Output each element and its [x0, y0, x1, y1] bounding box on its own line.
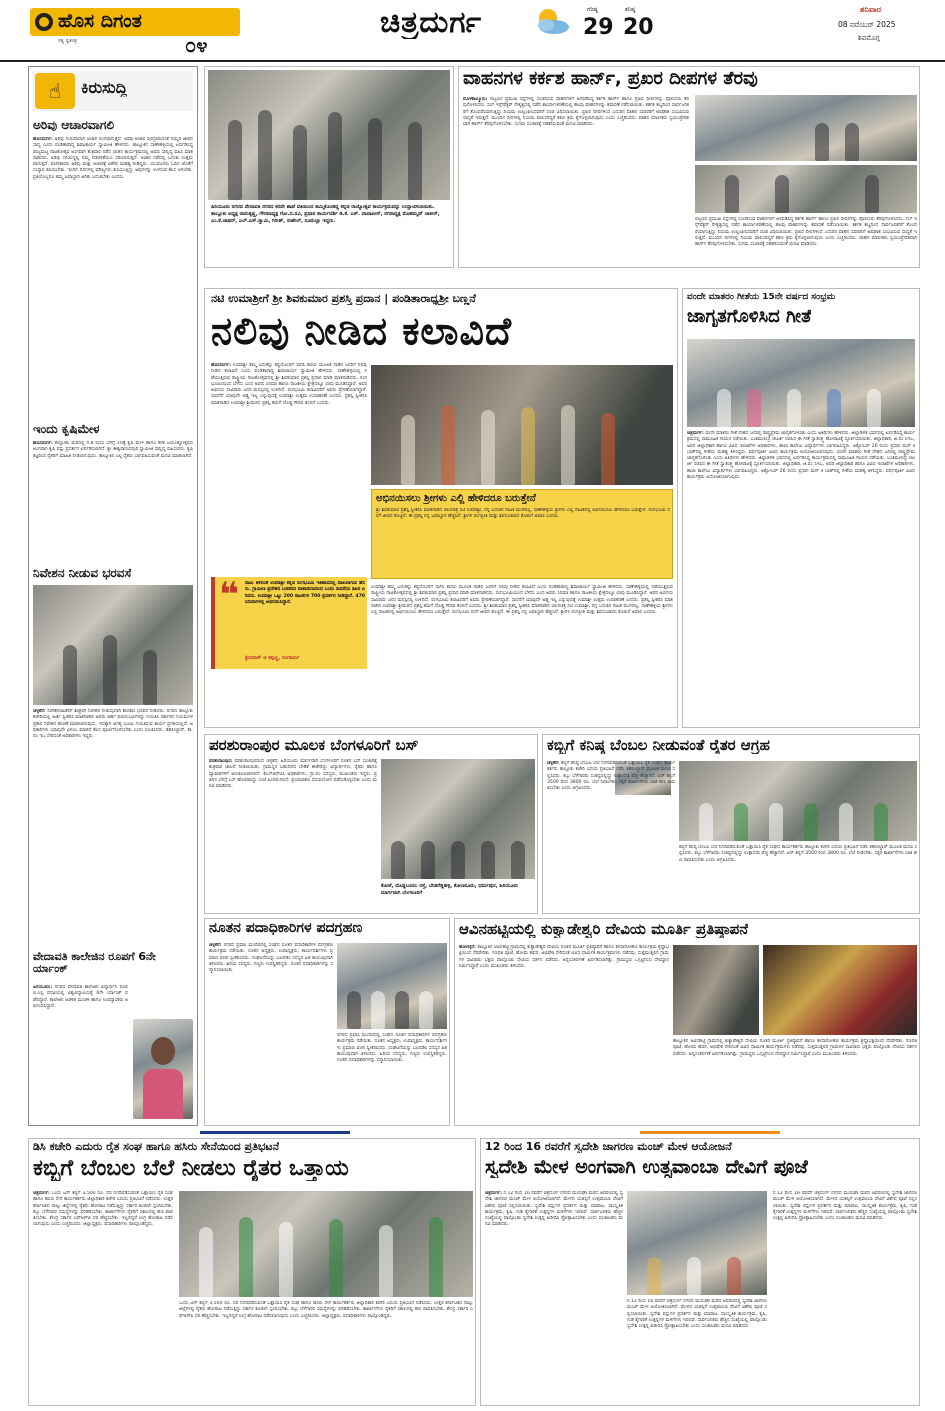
horn-body: ಮೊಳಕಾಲ್ಮೂರು: ಪಟ್ಟಣದ ಪ್ರಮುಖ ರಸ್ತೆಗಳಲ್ಲಿ ಸಂಚರಿಸುವ ವಾಹನಗಳಿಗೆ ಅಳವಡಿಸಿದ್ದ ಕರ್ಕಶ ಹಾರ್ನ್ ಹಾಗೂ ಪ್ರಖರ ದೀಪಗಳನ್ನು ಪೊಲೀಸರು ತೆರವುಗೊಳಿಸಿದರು. ಸಬ್ ಇನ್ಸ್‌ಪೆಕ್ಟರ್ ನೇತೃತ್ವದಲ್ಲಿ ನಡೆದ ಕಾರ್ಯಾಚರಣೆಯಲ್ಲಿ ಹಲವು ವಾಹನಗಳನ್ನು ತಪಾಸಣೆ ನಡೆಸಲಾಯಿತು. ಕರ್ಕಶ ಶಬ್ದದಿಂದ ಸಾರ್ವಜನಿಕರಿಗೆ ತೊಂದರೆಯಾಗುತ್ತಿದ್ದು ನಿಯಮ ಉಲ್ಲಂಘಿಸಿದವರಿಗೆ ದಂಡ ವಿಧಿಸಲಾಯಿತು. ಪ್ರಖರ ದೀಪಗಳಿಂದ ಎದುರಿನ ವಾಹನ ಸವಾರರಿಗೆ ಅಪಘಾತ ಸಂಭವಿಸುವ ಸಾಧ್ಯತೆ ಇರುತ್ತದೆ. ಮುಂದಿನ ದಿನಗಳಲ್ಲಿ ನಿಯಮ ಪಾಲಿಸದಿದ್ದರೆ ಕಠಿಣ ಕ್ರಮ ಕೈಗೊಳ್ಳಲಾಗುವುದು ಎಂದು ಎಚ್ಚರಿಸಿದರು. ವಾಹನ ಮಾಲೀಕರು ಸ್ವಯಂಪ್ರೇರಿತವಾಗಿ ಹಾರ್ನ್ ತೆರವುಗೊಳಿಸಬೇಕು. ಸುಗಮ ಸಂಚಾರಕ್ಕೆ ಸಹಕರಿಸುವಂತೆ ಮನವಿ ಮಾಡಿದರು. [463, 97, 689, 128]
bus-title: ಪರಶುರಾಂಪುರ ಮೂಲಕ ಬೆಂಗಳೂರಿಗೆ ಬಸ್ [209, 737, 419, 754]
quote-mark-icon: ❝ [219, 577, 239, 615]
kabbu-body: ಚಳ್ಳಕೆರೆ: ಕಬ್ಬಿಗೆ ಕನಿಷ್ಠ ಬೆಂಬಲ ಬೆಲೆ ನಿಗದಿಪಡಿಸುವಂತೆ ಒತ್ತಾಯಿಸಿ ರೈತ ಸಂಘದ ಕಾರ್ಯಕರ್ತರು ತಾಲ್ಲೂಕು ಕಚೇರಿ ಎದುರು ಪ್ರತಿಭಟನೆ ನಡೆಸಿ ತಹಸೀಲ್ದಾರ್ ಮೂಲಕ ಮನವಿ ಸಲ್ಲಿಸಿದರು. ಕಬ್ಬು ಬೆಳೆಗಾರರು ಸಂಕಷ್ಟದಲ್ಲಿದ್ದು ಉತ್ಪಾದನಾ ವೆಚ್ಚ ಹೆಚ್ಚಾಗಿದೆ. ಟನ್ ಕಬ್ಬಿಗೆ 3500 ರಿಂದ 3800 ರೂ. ಬೆಲೆ ನೀಡಬೇಕು. ಸಕ್ಕರೆ ಕಾರ್ಖಾನೆಗಳು ಬಾಕಿ ಹಣ ಪಾವತಿಸಬೇಕು ಎಂದು ಆಗ್ರಹಿಸಿದರು. [547, 761, 675, 792]
sidebar-story-3-title: ನಿವೇಶನ ನೀಡುವ ಭರವಸೆ [33, 567, 132, 580]
temp-min: 20 [623, 16, 654, 40]
horn-story [458, 66, 920, 268]
weather-sun-cloud-icon [530, 6, 572, 36]
kalavide-sidebox [371, 489, 673, 579]
vande-story [682, 288, 920, 728]
page-number: ೦೪ [185, 34, 208, 56]
logo-text: ಹೊಸ ದಿಗಂತ [58, 11, 142, 32]
sidebar-story-4-title: ವೇದಾವತಿ ಕಾಲೇಜಿನ ರೂಪಗೆ 6ನೇ ರ್ಯಾಂಕ್ [33, 951, 156, 976]
bus-body: ಪರಶುರಾಂಪುರ: ಪರಶುರಾಂಪುರದಿಂದ ಚಳ್ಳಕೆರೆ, ಹಿರಿಯೂರು ಮಾರ್ಗವಾಗಿ ಬೆಂಗಳೂರಿಗೆ ನೂತನ ಬಸ್ ಸಂಚಾರಕ್ಕೆ ಶುಕ್ರವಾರ ಚಾಲನೆ ನೀಡಲಾಯಿತು. ಗ್ರಾಮಸ್ಥರ ಬಹುದಿನದ ಬೇಡಿಕೆ ಈಡೇರಿದ್ದು ವಿದ್ಯಾರ್ಥಿಗಳು, ರೈತರು ಹಾಗೂ ವ್ಯಾಪಾರಿಗಳಿಗೆ ಅನುಕೂಲವಾಗಲಿದೆ. ಕೆಎಸ್‌ಆರ್‌ಟಿಸಿ ಅಧಿಕಾರಿಗಳು, ಗ್ರಾ.ಪಂ ಸದಸ್ಯರು, ಮುಖಂಡರು ಇದ್ದರು. ಪ್ರತಿದಿನ ಬೆಳಗ್ಗೆ ಬಸ್ ಹೊರಡಲಿದ್ದು ಸಂಜೆ ಹಿಂದಿರುಗಲಿದೆ. ಪ್ರಯಾಣಿಕರು ಸದುಪಯೋಗ ಪಡೆದುಕೊಳ್ಳಬೇಕು ಎಂದು ಮನವಿ ಮಾಡಿದರು. [209, 759, 377, 790]
nutana-title: ನೂತನ ಪದಾಧಿಕಾರಿಗಳ ಪದಗ್ರಹಣ [209, 921, 363, 936]
masthead [0, 0, 945, 62]
swadeshi-title: ಸ್ವದೇಶಿ ಮೇಳ ಅಂಗವಾಗಿ ಉತ್ಸವಾಂಬಾ ದೇವಿಗೆ ಪೂಜೆ [485, 1157, 808, 1178]
horn-title: ವಾಹನಗಳ ಕರ್ಕಶ ಹಾರ್ನ್, ಪ್ರಖರ ದೀಪಗಳ ತೆರವು [463, 69, 758, 89]
kukwadeshwari-story [454, 918, 920, 1126]
protest-story [28, 1138, 476, 1406]
kabbu-body-cont: ಕಬ್ಬಿಗೆ ಕನಿಷ್ಠ ಬೆಂಬಲ ಬೆಲೆ ನಿಗದಿಪಡಿಸುವಂತೆ ಒತ್ತಾಯಿಸಿ ರೈತ ಸಂಘದ ಕಾರ್ಯಕರ್ತರು ತಾಲ್ಲೂಕು ಕಚೇರಿ ಎದುರು ಪ್ರತಿಭಟನೆ ನಡೆಸಿ ತಹಸೀಲ್ದಾರ್ ಮೂಲಕ ಮನವಿ ಸಲ್ಲಿಸಿದರು. ಕಬ್ಬು ಬೆಳೆಗಾರರು ಸಂಕಷ್ಟದಲ್ಲಿದ್ದು ಉತ್ಪಾದನಾ ವೆಚ್ಚ ಹೆಚ್ಚಾಗಿದೆ. ಟನ್ ಕಬ್ಬಿಗೆ 3500 ರಿಂದ 3800 ರೂ. ಬೆಲೆ ನೀಡಬೇಕು. ಸಕ್ಕರೆ ಕಾರ್ಖಾನೆಗಳು ಬಾಕಿ ಹಣ ಪಾವತಿಸಬೇಕು ಎಂದು ಆಗ್ರಹಿಸಿದರು. [679, 845, 917, 863]
kalavide-sidebox-title: ಅಭಿನಯಿಸಲು ಶ್ರೀಗಳು ಎಲ್ಲಿ ಹೇಳಿದರೂ ಬರುತ್ತೇನೆ [376, 493, 536, 504]
swadeshi-kicker: 12 ರಿಂದ 16 ರವರೆಗೆ ಸ್ವದೇಶಿ ಜಾಗರಣ ಮಂಚ್ ಮೇಳ ಆಯೋಜನೆ [485, 1141, 732, 1153]
nutana-story [204, 918, 450, 1126]
horn-photo-2 [695, 165, 917, 213]
student-portrait [133, 1019, 193, 1119]
swadeshi-body: ಚಿತ್ರದುರ್ಗ: ನ.12 ರಿಂದ 16 ರವರೆಗೆ ಚಿತ್ರದುರ್ಗ ನಗರದ ಮುರುಘಾ ಮಠದ ಆವರಣದಲ್ಲಿ ಸ್ವದೇಶಿ ಜಾಗರಣ ಮಂಚ್ ಮೇಳ ಆಯೋಜಿಸಲಾಗಿದೆ. ಮೇಳದ ಯಶಸ್ಸಿಗೆ ಉತ್ಸವಾಂಬಾ ದೇವಿಗೆ ವಿಶೇಷ ಪೂಜೆ ಸಲ್ಲಿಸಲಾಯಿತು. ಸ್ವದೇಶಿ ವಸ್ತುಗಳ ಪ್ರದರ್ಶನ ಮತ್ತು ಮಾರಾಟ, ಸಾಂಸ್ಕೃತಿಕ ಕಾರ್ಯಕ್ರಮ, ಕೃಷಿ, ಗುಡಿ ಕೈಗಾರಿಕೆ ಉತ್ಪನ್ನಗಳ ಮಳಿಗೆಗಳು ಇರಲಿವೆ. ಸಾರ್ವಜನಿಕರು ಹೆಚ್ಚಿನ ಸಂಖ್ಯೆಯಲ್ಲಿ ಪಾಲ್ಗೊಂಡು ಸ್ವದೇಶಿ ಉತ್ಪನ್ನ ಖರೀದಿಸಿ ಪ್ರೋತ್ಸಾಹಿಸಬೇಕು ಎಂದು ಸಂಚಾಲಕರು ಮನವಿ ಮಾಡಿದರು. [485, 1191, 623, 1228]
top-photo-story [204, 66, 454, 268]
tagline: ಸತ್ಯ ಸ್ವತಂತ್ರ [58, 38, 77, 44]
sidebar-story-1-body: ಹೊಸದುರ್ಗ: ಅರಿವು ಗುರುವಾದಾಗ ಆಚಾರ ಲಿಂಗವಾಗುತ್ತದೆ. ಅರಿವು-ಆಚಾರ ಪುನರ್ರಚಿಸಿದಂತೆ ನಮ್ಮದಿ ಜೀವನ ಸಾಧ್ಯ ಎಂದು ಪಂಡಿತಾರಾಧ್ಯ ಶಿವಾಚಾರ್ಯ ಸ್ವಾಮೀಜಿ ಹೇಳಿದರು. ತಾಲ್ಲೂಕಿನ ಸಾಣೇಹಳ್ಳಿಯಲ್ಲಿ ಏರ್ಪಡಿಸಿದ್ದ ರಾಜ್ಯಮಟ್ಟ ನಾಟಕೋತ್ಸವ ಅಂಗವಾಗಿ ಶುಕ್ರವಾರ ನಡೆದ ಚಿಂತನ ಕಾರ್ಯಕ್ರಮದಲ್ಲಿ ಅವರು ಸಾನ್ನಿಧ್ಯ ವಹಿಸಿ ಮಾತನಾಡಿದರು. ಅರಿವು ಸರಿಯಿದ್ದಲ್ಲಿ ನಮ್ಮ ನಡವಳಿಕೆಯೂ ಸರಿಯಾಗುತ್ತದೆ. ಆಚಾರ ನಡೆದಲ್ಲಿ ಬದುಕು ಉತ್ತಮವಾಗುತ್ತದೆ. ವಚನಕಾರರು ಅರಿವು ಮತ್ತು ಆಚಾರಕ್ಕೆ ವಿಶೇಷ ಮಹತ್ವ ನೀಡಿದ್ದರು. ಯುವಜನರು ಓದಿನ ಜೊತೆಗೆ ಸಂಸ್ಕಾರ ಕಲಿಯಬೇಕು. ಇಂದಿನ ದಿನಗಳಲ್ಲಿ ಮೌಲ್ಯಗಳು ಕುಸಿಯುತ್ತಿದ್ದು ಅವುಗಳನ್ನು ಉಳಿಸುವ ಕೆಲಸ ಆಗಬೇಕು. ಪ್ರತಿಯೊಬ್ಬರೂ ತಮ್ಮ ಜವಾಬ್ದಾರಿ ಅರಿತು ಬದುಕಬೇಕು ಎಂದರು. [33, 137, 193, 180]
sidebar [28, 66, 198, 1126]
nutana-photo [337, 943, 447, 1029]
logo-block [30, 8, 240, 36]
top-photo-caption: ಹಿರಿಯೂರು ನಗರದ ವೇದಾವತಿ ನಗರದ ಕರವೇ ಶಾಖೆ ವತಿಯಿಂದ ಹಮ್ಮಿಕೊಂಡಿದ್ದ ಕನ್ನಡ ರಾಜ್ಯೋತ್ಸವ ಕಾರ್ಯಕ್ರಮವನ್ನು ಉದ್ಘಾಟಿಸಲಾಯಿತು. ತಾಲ್ಲೂಕು ಅಧ್ಯಕ್ಷ ರಾಮಕೃಷ್ಣ, ಗೌರವಾಧ್ಯಕ್ಷ ಗೋ.ಬಿ.ರವಿ, ಪ್ರಧಾನ ಕಾರ್ಯದರ್ಶಿ ಡಿ.ಕೆ. ಎಸ್. ದಾದಾಪೀರ್, ನಗರಾಧ್ಯಕ್ಷ ಮೊಹಮ್ಮದ್ ಜಾಕೀರ್, ಎಂ.ಕೆ.ಜಾಫರ್, ಎಲ್.ಎಸ್.ಸ್ವಾಮಿ, ಗಿರೀಶ್, ಸುಹೇಲ್, ನೂರುಲ್ಲಾ ಇದ್ದರು. [211, 204, 440, 224]
temp-max: 29 [583, 16, 614, 40]
protest-title: ಕಬ್ಬಿಗೆ ಬೆಂಬಲ ಬೆಲೆ ನೀಡಲು ರೈತರ ಒತ್ತಾಯ [33, 1157, 349, 1181]
temp-min-label: ಕನಿಷ್ಠ [625, 6, 636, 13]
vande-photo [687, 339, 915, 427]
deity-photo [763, 945, 917, 1035]
horn-photo-1 [695, 95, 917, 161]
date: 08 ನವೆಂಬರ್ 2025 [838, 20, 896, 29]
kukwadeshwari-body-cont: ತಾಲ್ಲೂಕಿನ ಆವಿನಹಟ್ಟಿ ಗ್ರಾಮದಲ್ಲಿ ಕುಕ್ವಾಡೇಶ್ವರಿ ದೇವಿಯ ನೂತನ ಮೂರ್ತಿ ಪ್ರತಿಷ್ಠಾಪನೆ ಹಾಗೂ ಕಳಸಾರೋಹಣ ಕಾರ್ಯಕ್ರಮ ಶ್ರದ್ಧಾಭಕ್ತಿಯಿಂದ ನೆರವೇರಿತು. ಗಣಪತಿ ಪೂಜೆ, ಹೋಮ ಹವನ, ಅಭಿಷೇಕ ಸೇರಿದಂತೆ ವಿವಿಧ ಧಾರ್ಮಿಕ ಕಾರ್ಯಕ್ರಮಗಳು ನಡೆದವು. ಸುತ್ತಮುತ್ತಲಿನ ಗ್ರಾಮಗಳ ಸಾವಿರಾರು ಭಕ್ತರು ಪಾಲ್ಗೊಂಡು ದೇವಿಯ ದರ್ಶನ ಪಡೆದರು. ಅನ್ನಸಂತರ್ಪಣೆ ಏರ್ಪಡಿಸಲಾಗಿತ್ತು. ಗ್ರಾಮಸ್ಥರು ಒಗ್ಗಟ್ಟಿನಿಂದ ದೇವಸ್ಥಾನ ನಿರ್ಮಿಸಿದ್ದಾರೆ ಎಂದು ಮುಖಂಡರು ತಿಳಿಸಿದರು. [673, 1039, 917, 1057]
protest-photo [179, 1191, 473, 1297]
vande-title: ಜಾಗೃತಗೊಳಿಸಿದ ಗೀತೆ [687, 307, 812, 327]
sidebar-header [33, 71, 193, 111]
hand-icon: ☝ [35, 73, 75, 109]
vande-body: ಚಿತ್ರದುರ್ಗ: ವಂದೇ ಮಾತರಂ ಗೀತೆ ದೇಶದ ಜನರಲ್ಲಿ ರಾಷ್ಟ್ರಪ್ರೇಮ ಜಾಗೃತಗೊಳಿಸಿತು ಎಂದು ಅತಿಥಿಗಳು ಹೇಳಿದರು. ಜಿಲ್ಲಾಡಳಿತ ಭವನದಲ್ಲಿ ಏರ್ಪಡಿಸಿದ್ದ ಕಾರ್ಯಕ್ರಮದಲ್ಲಿ ಸಾಮೂಹಿಕ ಗಾಯನ ನಡೆಯಿತು. ಬಂಕಿಮಚಂದ್ರ ಚಟರ್ಜಿ ರಚಿಸಿದ ಈ ಗೀತೆ ಸ್ವಾತಂತ್ರ್ಯ ಹೋರಾಟಕ್ಕೆ ಸ್ಫೂರ್ತಿಯಾಯಿತು. ಜಿಲ್ಲಾಧಿಕಾರಿ, ಜಿ.ಪಂ ಸಿಇಒ, ಅಪರ ಜಿಲ್ಲಾಧಿಕಾರಿ ಹಾಗೂ ವಿವಿಧ ಇಲಾಖೆಗಳ ಅಧಿಕಾರಿಗಳು, ಶಾಲಾ ಕಾಲೇಜು ವಿದ್ಯಾರ್ಥಿಗಳು ಭಾಗವಹಿಸಿದ್ದರು. ಅಕ್ಟೋಬರ್ 26 ರಂದು ಪ್ರಧಾನಿ ಮನ್ ಕಿ ಬಾತ್‌ನಲ್ಲಿ ಗೀತೆಯ ಮಹತ್ವ ತಿಳಿಸಿದ್ದರು. ವರ್ಷಪೂರ್ತಿ ವಿವಿಧ ಕಾರ್ಯಕ್ರಮ ಆಯೋಜಿಸಲಾಗುವುದು. ವಂದೇ ಮಾತರಂ ಗೀತೆ ದೇಶದ ಜನರಲ್ಲಿ ರಾಷ್ಟ್ರಪ್ರೇಮ ಜಾಗೃತಗೊಳಿಸಿತು ಎಂದು ಅತಿಥಿಗಳು ಹೇಳಿದರು. ಜಿಲ್ಲಾಡಳಿತ ಭವನದಲ್ಲಿ ಏರ್ಪಡಿಸಿದ್ದ ಕಾರ್ಯಕ್ರಮದಲ್ಲಿ ಸಾಮೂಹಿಕ ಗಾಯನ ನಡೆಯಿತು. ಬಂಕಿಮಚಂದ್ರ ಚಟರ್ಜಿ ರಚಿಸಿದ ಈ ಗೀತೆ ಸ್ವಾತಂತ್ರ್ಯ ಹೋರಾಟಕ್ಕೆ ಸ್ಫೂರ್ತಿಯಾಯಿತು. ಜಿಲ್ಲಾಧಿಕಾರಿ, ಜಿ.ಪಂ ಸಿಇಒ, ಅಪರ ಜಿಲ್ಲಾಧಿಕಾರಿ ಹಾಗೂ ವಿವಿಧ ಇಲಾಖೆಗಳ ಅಧಿಕಾರಿಗಳು, ಶಾಲಾ ಕಾಲೇಜು ವಿದ್ಯಾರ್ಥಿಗಳು ಭಾಗವಹಿಸಿದ್ದರು. ಅಕ್ಟೋಬರ್ 26 ರಂದು ಪ್ರಧಾನಿ ಮನ್ ಕಿ ಬಾತ್‌ನಲ್ಲಿ ಗೀತೆಯ ಮಹತ್ವ ತಿಳಿಸಿದ್ದರು. ವರ್ಷಪೂರ್ತಿ ವಿವಿಧ ಕಾರ್ಯಕ್ರಮ ಆಯೋಜಿಸಲಾಗುವುದು. [687, 431, 915, 481]
divider-blue [200, 1131, 350, 1134]
sidebar-story-3-photo [33, 585, 193, 705]
kalavide-title: ನಲಿವು ನೀಡಿದ ಕಲಾವಿದೆ [211, 311, 513, 353]
kalavide-kicker: ನಟಿ ಉಮಾಶ್ರೀಗೆ ಶ್ರೀ ಶಿವಕುಮಾರ ಪ್ರಶಸ್ತಿ ಪ್ರದಾನ | ಪಂಡಿತಾರಾಧ್ಯಶ್ರೀ ಬಣ್ಣನೆ [211, 293, 476, 305]
divider-orange [640, 1131, 780, 1134]
kalavide-quote-box [211, 577, 367, 669]
kukwadeshwari-title: ಆವಿನಹಟ್ಟಿಯಲ್ಲಿ ಕುಕ್ವಾಡೇಶ್ವರಿ ದೇವಿಯ ಮೂರ್ತಿ ಪ್ರತಿಷ್ಠಾಪನೆ [459, 921, 749, 938]
kalavide-body: ಹೊಸದುರ್ಗ: ಉಮಾಶ್ರೀ ತಮ್ಮ ಬದುಕನ್ನು ಕಷ್ಟದೊಂದಿಗೆ ಸಾಗಿಸಿ ಕಲೆಯ ಮೂಲಕ ನಾಡಿನ ಜನರಿಗೆ ನಲಿವು ನೀಡಿದ ಕಲಾವಿದೆ ಎಂದು ಪಂಡಿತಾರಾಧ್ಯ ಶಿವಾಚಾರ್ಯ ಸ್ವಾಮೀಜಿ ಹೇಳಿದರು. ಸಾಣೇಹಳ್ಳಿಯಲ್ಲಿ ನಡೆಯುತ್ತಿರುವ ರಾಷ್ಟ್ರೀಯ ನಾಟಕೋತ್ಸವದಲ್ಲಿ ಶ್ರೀ ಶಿವಕುಮಾರ ಪ್ರಶಸ್ತಿ ಪ್ರದಾನ ಮಾಡಿ ಮಾತನಾಡಿದರು. ರಂಗಭೂಮಿಯಿಂದ ಬೆಳೆದು ಬಂದ ಅವರು ಸಿನಿಮಾ ಹಾಗೂ ರಾಜಕೀಯ ಕ್ಷೇತ್ರದಲ್ಲೂ ಛಾಪು ಮೂಡಿಸಿದ್ದಾರೆ. ಅವರ ಅಭಿನಯ ಸಾವಿರಾರು ಜನರ ಮನಸ್ಸಿನಲ್ಲಿ ಉಳಿದಿದೆ. ರಂಗಭೂಮಿ ಕಲಾವಿದರಿಗೆ ಅವರು ಪ್ರೇರಣೆಯಾಗಿದ್ದಾರೆ. ಸಾಧನೆಗೆ ಯಾವುದೇ ಅಡ್ಡಿ ಇಲ್ಲ ಎನ್ನುವುದಕ್ಕೆ ಉಮಾಶ್ರೀ ಉತ್ತಮ ಉದಾಹರಣೆ ಎಂದರು. ಪ್ರಶಸ್ತಿ ಸ್ವೀಕರಿಸಿ ಮಾತನಾಡಿದ ಉಮಾಶ್ರೀ ಶ್ರೀಮಠದ ಪ್ರಶಸ್ತಿ ತಮಗೆ ದೊಡ್ಡ ಗೌರವ ತಂದಿದೆ ಎಂದರು. [211, 363, 367, 406]
day: ಶನಿವಾರ [860, 6, 882, 14]
kalavide-sidebox-body: ಶ್ರೀ ಶಿವಕುಮಾರ ಪ್ರಶಸ್ತಿ ಸ್ವೀಕರಿಸಿ ಮಾತನಾಡಿದ ಚಲನಚಿತ್ರ ನಟಿ ಉಮಾಶ್ರೀ, ನನ್ನ ಬದುಕಿನ ನಾಟಕ ಮುಗಿದಿಲ್ಲ. ಸಾಣೇಹಳ್ಳಿಯ ಶ್ರೀಗಳು ಎಲ್ಲಿ ನಾಟಕದಲ್ಲಿ ಅಭಿನಯಿಸಲು ಹೇಳಿದರೂ ಬರುತ್ತೇನೆ. ರಂಗಭೂಮಿ ನನಗೆ ಜೀವನ ಕೊಟ್ಟಿದೆ. ಈ ಪ್ರಶಸ್ತಿ ನನ್ನ ಜವಾಬ್ದಾರಿ ಹೆಚ್ಚಿಸಿದೆ. ಶ್ರೀಗಳ ರಂಗಪ್ರೀತಿ ಮತ್ತು ಶಿವಸಂಚಾರದ ಕೊಡುಗೆ ಅಪಾರ ಎಂದರು. [376, 508, 670, 520]
swadeshi-body-col3: ನ.12 ರಿಂದ 16 ರವರೆಗೆ ಚಿತ್ರದುರ್ಗ ನಗರದ ಮುರುಘಾ ಮಠದ ಆವರಣದಲ್ಲಿ ಸ್ವದೇಶಿ ಜಾಗರಣ ಮಂಚ್ ಮೇಳ ಆಯೋಜಿಸಲಾಗಿದೆ. ಮೇಳದ ಯಶಸ್ಸಿಗೆ ಉತ್ಸವಾಂಬಾ ದೇವಿಗೆ ವಿಶೇಷ ಪೂಜೆ ಸಲ್ಲಿಸಲಾಯಿತು. ಸ್ವದೇಶಿ ವಸ್ತುಗಳ ಪ್ರದರ್ಶನ ಮತ್ತು ಮಾರಾಟ, ಸಾಂಸ್ಕೃತಿಕ ಕಾರ್ಯಕ್ರಮ, ಕೃಷಿ, ಗುಡಿ ಕೈಗಾರಿಕೆ ಉತ್ಪನ್ನಗಳ ಮಳಿಗೆಗಳು ಇರಲಿವೆ. ಸಾರ್ವಜನಿಕರು ಹೆಚ್ಚಿನ ಸಂಖ್ಯೆಯಲ್ಲಿ ಪಾಲ್ಗೊಂಡು ಸ್ವದೇಶಿ ಉತ್ಪನ್ನ ಖರೀದಿಸಿ ಪ್ರೋತ್ಸಾಹಿಸಬೇಕು ಎಂದು ಸಂಚಾಲಕರು ಮನವಿ ಮಾಡಿದರು. [773, 1191, 917, 1222]
nutana-body-cont: ನಗರದ ಪ್ರವಾಸಿ ಮಂದಿರದಲ್ಲಿ ಸಂಘದ ನೂತನ ಪದಾಧಿಕಾರಿಗಳ ಪದಗ್ರಹಣ ಕಾರ್ಯಕ್ರಮ ನಡೆಯಿತು. ನೂತನ ಅಧ್ಯಕ್ಷರು, ಉಪಾಧ್ಯಕ್ಷರು, ಕಾರ್ಯದರ್ಶಿಗಳು ಪ್ರಮಾಣ ವಚನ ಸ್ವೀಕರಿಸಿದರು. ಸಂಘಟನೆಯನ್ನು ಬಲಪಡಿಸಿ ಸದಸ್ಯರ ಹಿತ ಕಾಯುವುದಾಗಿ ತಿಳಿಸಿದರು. ಹಿರಿಯ ಸದಸ್ಯರು, ಗಣ್ಯರು ಉಪಸ್ಥಿತರಿದ್ದರು. ನೂತನ ಪದಾಧಿಕಾರಿಗಳನ್ನು ಸನ್ಮಾನಿಸಲಾಯಿತು. [337, 1033, 447, 1064]
nutana-body: ಚಳ್ಳಕೆರೆ: ನಗರದ ಪ್ರವಾಸಿ ಮಂದಿರದಲ್ಲಿ ಸಂಘದ ನೂತನ ಪದಾಧಿಕಾರಿಗಳ ಪದಗ್ರಹಣ ಕಾರ್ಯಕ್ರಮ ನಡೆಯಿತು. ನೂತನ ಅಧ್ಯಕ್ಷರು, ಉಪಾಧ್ಯಕ್ಷರು, ಕಾರ್ಯದರ್ಶಿಗಳು ಪ್ರಮಾಣ ವಚನ ಸ್ವೀಕರಿಸಿದರು. ಸಂಘಟನೆಯನ್ನು ಬಲಪಡಿಸಿ ಸದಸ್ಯರ ಹಿತ ಕಾಯುವುದಾಗಿ ತಿಳಿಸಿದರು. ಹಿರಿಯ ಸದಸ್ಯರು, ಗಣ್ಯರು ಉಪಸ್ಥಿತರಿದ್ದರು. ನೂತನ ಪದಾಧಿಕಾರಿಗಳನ್ನು ಸನ್ಮಾನಿಸಲಾಯಿತು. [209, 943, 333, 974]
kalavide-quote: ನಾಟು ತಿಳಿದಂತೆ ಉಮಾಶ್ರೀ ಕನ್ನಡ ರಂಗಭೂಮಿ ಇತಿಹಾಸದಲ್ಲಿ ದಾಖಲಾಗುವ ಹೆಸರು. ಗ್ರಾಮೀಣ ಪ್ರದೇಶದ ಬಡತನದ ವಾತಾವರಣದಿಂದ ಬಂದು ಸಾಧನೆಯ ಶಿಖರ ಏರಿದರು. ಉಮಾಶ್ರೀ ಒಟ್ಟು 200 ನಾಟಕಗಳ 700 ಪ್ರದರ್ಶನ ನೀಡಿದ್ದಾರೆ. 470 ಸಿನಿಮಾಗಳಲ್ಲಿ ಅಭಿನಯಿಸಿದ್ದಾರೆ. [245, 581, 365, 605]
bus-photo-caption: ಕೋಟೆ, ದೊಡ್ಡಬಂದಲ ರಸ್ತೆ, ಬೇಡರೆಡ್ಡಿಹಳ್ಳಿ, ಕೋಣನೂರು, ಧರ್ಮಪುರ, ಹಿರಿಯೂರು ಮಾರ್ಗವಾಗಿ ಬೆಂಗಳೂರಿಗೆ [381, 883, 519, 896]
kalavide-story [204, 288, 678, 728]
protest-kicker: ಡಿಸಿ ಕಚೇರಿ ಎದುರು ರೈತ ಸಂಘ ಹಾಗೂ ಹಸಿರು ಸೇನೆಯಿಂದ ಪ್ರತಿಭಟನೆ [33, 1141, 280, 1153]
temple-photo [673, 945, 759, 1035]
sidebar-story-3-body: ಚಳ್ಳಕೆರೆ: ನಿವೇಶನರಹಿತರಿಗೆ ಶೀಘ್ರವೇ ನಿವೇಶನ ನೀಡುವುದಾಗಿ ಶಾಸಕರು ಭರವಸೆ ನೀಡಿದರು. ನಗರದ ತಾಲ್ಲೂಕು ಕಚೇರಿಯಲ್ಲಿ ಅರ್ಜಿ ಸ್ವೀಕರಿಸಿ ಮಾತನಾಡಿದ ಅವರು ಅರ್ಹ ಫಲಾನುಭವಿಗಳನ್ನು ಗುರುತಿಸಿ ಸರ್ಕಾರದ ನಿಯಮಗಳ ಪ್ರಕಾರ ನಿವೇಶನ ಹಂಚಿಕೆ ಮಾಡಲಾಗುವುದು. ಇದಕ್ಕಾಗಿ ಅಗತ್ಯ ಭೂಮಿ ಗುರುತಿಸುವ ಕಾರ್ಯ ಪ್ರಗತಿಯಲ್ಲಿದೆ. ಅಧಿಕಾರಿಗಳು ಯಾವುದೇ ವಿಳಂಬ ಮಾಡದೆ ಕೆಲಸ ಪೂರ್ಣಗೊಳಿಸಬೇಕು ಎಂದು ಸೂಚಿಸಿದರು. ತಹಸೀಲ್ದಾರ್, ತಾ.ಪಂ ಇಒ ಸೇರಿದಂತೆ ಅಧಿಕಾರಿಗಳು ಇದ್ದರು. [33, 709, 193, 740]
kukwadeshwari-body: ಹೊಳಲ್ಕೆರೆ: ತಾಲ್ಲೂಕಿನ ಆವಿನಹಟ್ಟಿ ಗ್ರಾಮದಲ್ಲಿ ಕುಕ್ವಾಡೇಶ್ವರಿ ದೇವಿಯ ನೂತನ ಮೂರ್ತಿ ಪ್ರತಿಷ್ಠಾಪನೆ ಹಾಗೂ ಕಳಸಾರೋಹಣ ಕಾರ್ಯಕ್ರಮ ಶ್ರದ್ಧಾಭಕ್ತಿಯಿಂದ ನೆರವೇರಿತು. ಗಣಪತಿ ಪೂಜೆ, ಹೋಮ ಹವನ, ಅಭಿಷೇಕ ಸೇರಿದಂತೆ ವಿವಿಧ ಧಾರ್ಮಿಕ ಕಾರ್ಯಕ್ರಮಗಳು ನಡೆದವು. ಸುತ್ತಮುತ್ತಲಿನ ಗ್ರಾಮಗಳ ಸಾವಿರಾರು ಭಕ್ತರು ಪಾಲ್ಗೊಂಡು ದೇವಿಯ ದರ್ಶನ ಪಡೆದರು. ಅನ್ನಸಂತರ್ಪಣೆ ಏರ್ಪಡಿಸಲಾಗಿತ್ತು. ಗ್ರಾಮಸ್ಥರು ಒಗ್ಗಟ್ಟಿನಿಂದ ದೇವಸ್ಥಾನ ನಿರ್ಮಿಸಿದ್ದಾರೆ ಎಂದು ಮುಖಂಡರು ತಿಳಿಸಿದರು. [459, 945, 669, 969]
kalavide-quote-by: ಶ್ರೀನಿವಾಸ್ ಜಿ ಕಪ್ಪಣ್ಣ, ರಂಗಕರ್ಮಿ [245, 655, 300, 661]
bus-story [204, 734, 538, 914]
edition: ಶಿವಮೊಗ್ಗ [858, 34, 880, 42]
kalavide-photo [371, 365, 673, 485]
sidebar-story-4-body: ಹಿರಿಯೂರು: ನಗರದ ವೇದಾವತಿ ಕಾಲೇಜಿನ ವಿದ್ಯಾರ್ಥಿನಿ ರೂಪ ಬಿ.ಎಸ್ಸಿ ಪದವಿಯಲ್ಲಿ ವಿಶ್ವವಿದ್ಯಾಲಯಕ್ಕೆ 6ನೇ ರ್ಯಾಂಕ್ ಪಡೆದಿದ್ದಾರೆ. ಕಾಲೇಜಿನ ಆಡಳಿತ ಮಂಡಳಿ ಹಾಗೂ ಉಪನ್ಯಾಸಕರು ಅಭಿನಂದಿಸಿದ್ದಾರೆ. [33, 985, 128, 1009]
sidebar-story-2-title: ಇಂದು ಕೃಷಿಮೇಳ [33, 423, 100, 436]
horn-body-cont: ಪಟ್ಟಣದ ಪ್ರಮುಖ ರಸ್ತೆಗಳಲ್ಲಿ ಸಂಚರಿಸುವ ವಾಹನಗಳಿಗೆ ಅಳವಡಿಸಿದ್ದ ಕರ್ಕಶ ಹಾರ್ನ್ ಹಾಗೂ ಪ್ರಖರ ದೀಪಗಳನ್ನು ಪೊಲೀಸರು ತೆರವುಗೊಳಿಸಿದರು. ಸಬ್ ಇನ್ಸ್‌ಪೆಕ್ಟರ್ ನೇತೃತ್ವದಲ್ಲಿ ನಡೆದ ಕಾರ್ಯಾಚರಣೆಯಲ್ಲಿ ಹಲವು ವಾಹನಗಳನ್ನು ತಪಾಸಣೆ ನಡೆಸಲಾಯಿತು. ಕರ್ಕಶ ಶಬ್ದದಿಂದ ಸಾರ್ವಜನಿಕರಿಗೆ ತೊಂದರೆಯಾಗುತ್ತಿದ್ದು ನಿಯಮ ಉಲ್ಲಂಘಿಸಿದವರಿಗೆ ದಂಡ ವಿಧಿಸಲಾಯಿತು. ಪ್ರಖರ ದೀಪಗಳಿಂದ ಎದುರಿನ ವಾಹನ ಸವಾರರಿಗೆ ಅಪಘಾತ ಸಂಭವಿಸುವ ಸಾಧ್ಯತೆ ಇರುತ್ತದೆ. ಮುಂದಿನ ದಿನಗಳಲ್ಲಿ ನಿಯಮ ಪಾಲಿಸದಿದ್ದರೆ ಕಠಿಣ ಕ್ರಮ ಕೈಗೊಳ್ಳಲಾಗುವುದು ಎಂದು ಎಚ್ಚರಿಸಿದರು. ವಾಹನ ಮಾಲೀಕರು ಸ್ವಯಂಪ್ರೇರಿತವಾಗಿ ಹಾರ್ನ್ ತೆರವುಗೊಳಿಸಬೇಕು. ಸುಗಮ ಸಂಚಾರಕ್ಕೆ ಸಹಕರಿಸುವಂತೆ ಮನವಿ ಮಾಡಿದರು. [695, 217, 917, 248]
kabbu-photo [679, 761, 917, 841]
protest-body: ಚಿತ್ರದುರ್ಗ: ಒಂದು ಟನ್ ಕಬ್ಬಿಗೆ 3,500 ರೂ. ದರ ನಿಗದಿಪಡಿಸುವಂತೆ ಒತ್ತಾಯಿಸಿ ರೈತ ಸಂಘ ಹಾಗೂ ಹಸಿರು ಸೇನೆ ಕಾರ್ಯಕರ್ತರು ಜಿಲ್ಲಾಧಿಕಾರಿ ಕಚೇರಿ ಎದುರು ಪ್ರತಿಭಟನೆ ನಡೆಸಿದರು. ಉತ್ತರ ಕರ್ನಾಟಕದ ನಾಲ್ಕು ಜಿಲ್ಲೆಗಳಲ್ಲಿ ರೈತರು ಹೋರಾಟ ನಡೆಸುತ್ತಿದ್ದು ಸರ್ಕಾರ ಕೂಡಲೇ ಸ್ಪಂದಿಸಬೇಕು. ಕಬ್ಬು ಬೆಳೆಗಾರರ ಸಮಸ್ಯೆಗಳನ್ನು ಪರಿಹರಿಸಬೇಕು. ಕಾರ್ಖಾನೆಗಳು ರೈತರಿಗೆ ಸಕಾಲದಲ್ಲಿ ಹಣ ಪಾವತಿಸಬೇಕು. ಕೇಂದ್ರ ಸರ್ಕಾರ ಎಫ್‌ಆರ್‌ಪಿ ದರ ಹೆಚ್ಚಿಸಬೇಕು. ಇಲ್ಲದಿದ್ದರೆ ಉಗ್ರ ಹೋರಾಟ ನಡೆಸಲಾಗುವುದು ಎಂದು ಎಚ್ಚರಿಸಿದರು. ಜಿಲ್ಲಾಧ್ಯಕ್ಷರು, ಪದಾಧಿಕಾರಿಗಳು ಪಾಲ್ಗೊಂಡಿದ್ದರು. [33, 1191, 173, 1228]
sidebar-section-title: ಕಿರುಸುದ್ದಿ [81, 79, 128, 97]
swadeshi-photo [627, 1191, 767, 1295]
sidebar-story-2-body: ಹೊಸದುರ್ಗ: ಕೆಲ್ಲೋಡು ಮಠದಲ್ಲಿ ನ.8 ರಂದು ಬೆಳಗ್ಗೆ 10ಕ್ಕೆ ಕೃಷಿ ಮೇಳ ಹಾಗೂ ಕನಕ ಜಯಂತ್ಯೋತ್ಸವದ ಅಂಗವಾಗಿ ಕೃಷಿ ವಸ್ತು ಪ್ರದರ್ಶನ ಏರ್ಪಡಿಸಲಾಗಿದೆ. ಶ್ರೀ ಈಶ್ವರಾನಂದಪುರಿ ಸ್ವಾಮೀಜಿ ಸಾನ್ನಿಧ್ಯ ವಹಿಸುವರು. ಕೃಷಿ ತಜ್ಞರಿಂದ ರೈತರಿಗೆ ಮಾಹಿತಿ ನೀಡಲಾಗುವುದು. ತಾಲ್ಲೂಕಿನ ಎಲ್ಲ ರೈತರು ಭಾಗವಹಿಸುವಂತೆ ಮನವಿ ಮಾಡಲಾಗಿದೆ. [33, 441, 193, 459]
top-photo [208, 70, 450, 200]
kabbu-title: ಕಬ್ಬಿಗೆ ಕನಿಷ್ಠ ಬೆಂಬಲ ನೀಡುವಂತೆ ರೈತರ ಆಗ್ರಹ [547, 737, 770, 754]
sidebar-story-1-title: ಅರಿವು ಆಚಾರವಾಗಲಿ [33, 119, 114, 132]
bus-photo [381, 759, 535, 879]
swadeshi-story [480, 1138, 920, 1406]
swadeshi-body-cont: ನ.12 ರಿಂದ 16 ರವರೆಗೆ ಚಿತ್ರದುರ್ಗ ನಗರದ ಮುರುಘಾ ಮಠದ ಆವರಣದಲ್ಲಿ ಸ್ವದೇಶಿ ಜಾಗರಣ ಮಂಚ್ ಮೇಳ ಆಯೋಜಿಸಲಾಗಿದೆ. ಮೇಳದ ಯಶಸ್ಸಿಗೆ ಉತ್ಸವಾಂಬಾ ದೇವಿಗೆ ವಿಶೇಷ ಪೂಜೆ ಸಲ್ಲಿಸಲಾಯಿತು. ಸ್ವದೇಶಿ ವಸ್ತುಗಳ ಪ್ರದರ್ಶನ ಮತ್ತು ಮಾರಾಟ, ಸಾಂಸ್ಕೃತಿಕ ಕಾರ್ಯಕ್ರಮ, ಕೃಷಿ, ಗುಡಿ ಕೈಗಾರಿಕೆ ಉತ್ಪನ್ನಗಳ ಮಳಿಗೆಗಳು ಇರಲಿವೆ. ಸಾರ್ವಜನಿಕರು ಹೆಚ್ಚಿನ ಸಂಖ್ಯೆಯಲ್ಲಿ ಪಾಲ್ಗೊಂಡು ಸ್ವದೇಶಿ ಉತ್ಪನ್ನ ಖರೀದಿಸಿ ಪ್ರೋತ್ಸಾಹಿಸಬೇಕು ಎಂದು ಸಂಚಾಲಕರು ಮನವಿ ಮಾಡಿದರು. [627, 1299, 767, 1330]
kalavide-body-cont: ಉಮಾಶ್ರೀ ತಮ್ಮ ಬದುಕನ್ನು ಕಷ್ಟದೊಂದಿಗೆ ಸಾಗಿಸಿ ಕಲೆಯ ಮೂಲಕ ನಾಡಿನ ಜನರಿಗೆ ನಲಿವು ನೀಡಿದ ಕಲಾವಿದೆ ಎಂದು ಪಂಡಿತಾರಾಧ್ಯ ಶಿವಾಚಾರ್ಯ ಸ್ವಾಮೀಜಿ ಹೇಳಿದರು. ಸಾಣೇಹಳ್ಳಿಯಲ್ಲಿ ನಡೆಯುತ್ತಿರುವ ರಾಷ್ಟ್ರೀಯ ನಾಟಕೋತ್ಸವದಲ್ಲಿ ಶ್ರೀ ಶಿವಕುಮಾರ ಪ್ರಶಸ್ತಿ ಪ್ರದಾನ ಮಾಡಿ ಮಾತನಾಡಿದರು. ರಂಗಭೂಮಿಯಿಂದ ಬೆಳೆದು ಬಂದ ಅವರು ಸಿನಿಮಾ ಹಾಗೂ ರಾಜಕೀಯ ಕ್ಷೇತ್ರದಲ್ಲೂ ಛಾಪು ಮೂಡಿಸಿದ್ದಾರೆ. ಅವರ ಅಭಿನಯ ಸಾವಿರಾರು ಜನರ ಮನಸ್ಸಿನಲ್ಲಿ ಉಳಿದಿದೆ. ರಂಗಭೂಮಿ ಕಲಾವಿದರಿಗೆ ಅವರು ಪ್ರೇರಣೆಯಾಗಿದ್ದಾರೆ. ಸಾಧನೆಗೆ ಯಾವುದೇ ಅಡ್ಡಿ ಇಲ್ಲ ಎನ್ನುವುದಕ್ಕೆ ಉಮಾಶ್ರೀ ಉತ್ತಮ ಉದಾಹರಣೆ ಎಂದರು. ಪ್ರಶಸ್ತಿ ಸ್ವೀಕರಿಸಿ ಮಾತನಾಡಿದ ಉಮಾಶ್ರೀ ಶ್ರೀಮಠದ ಪ್ರಶಸ್ತಿ ತಮಗೆ ದೊಡ್ಡ ಗೌರವ ತಂದಿದೆ ಎಂದರು. ಶ್ರೀ ಶಿವಕುಮಾರ ಪ್ರಶಸ್ತಿ ಸ್ವೀಕರಿಸಿ ಮಾತನಾಡಿದ ಚಲನಚಿತ್ರ ನಟಿ ಉಮಾಶ್ರೀ, ನನ್ನ ಬದುಕಿನ ನಾಟಕ ಮುಗಿದಿಲ್ಲ. ಸಾಣೇಹಳ್ಳಿಯ ಶ್ರೀಗಳು ಎಲ್ಲಿ ನಾಟಕದಲ್ಲಿ ಅಭಿನಯಿಸಲು ಹೇಳಿದರೂ ಬರುತ್ತೇನೆ. ರಂಗಭೂಮಿ ನನಗೆ ಜೀವನ ಕೊಟ್ಟಿದೆ. ಈ ಪ್ರಶಸ್ತಿ ನನ್ನ ಜವಾಬ್ದಾರಿ ಹೆಚ್ಚಿಸಿದೆ. ಶ್ರೀಗಳ ರಂಗಪ್ರೀತಿ ಮತ್ತು ಶಿವಸಂಚಾರದ ಕೊಡುಗೆ ಅಪಾರ ಎಂದರು. [371, 585, 673, 616]
city-title: ಚಿತ್ರದುರ್ಗ [380, 6, 483, 39]
temp-max-label: ಗರಿಷ್ಠ [587, 6, 598, 13]
vande-kicker: ವಂದೇ ಮಾತರಂ ಗೀತೆಯ 15ನೇ ವರ್ಷದ ಸಂಭ್ರಮ [687, 293, 836, 302]
protest-body-cont: ಒಂದು ಟನ್ ಕಬ್ಬಿಗೆ 3,500 ರೂ. ದರ ನಿಗದಿಪಡಿಸುವಂತೆ ಒತ್ತಾಯಿಸಿ ರೈತ ಸಂಘ ಹಾಗೂ ಹಸಿರು ಸೇನೆ ಕಾರ್ಯಕರ್ತರು ಜಿಲ್ಲಾಧಿಕಾರಿ ಕಚೇರಿ ಎದುರು ಪ್ರತಿಭಟನೆ ನಡೆಸಿದರು. ಉತ್ತರ ಕರ್ನಾಟಕದ ನಾಲ್ಕು ಜಿಲ್ಲೆಗಳಲ್ಲಿ ರೈತರು ಹೋರಾಟ ನಡೆಸುತ್ತಿದ್ದು ಸರ್ಕಾರ ಕೂಡಲೇ ಸ್ಪಂದಿಸಬೇಕು. ಕಬ್ಬು ಬೆಳೆಗಾರರ ಸಮಸ್ಯೆಗಳನ್ನು ಪರಿಹರಿಸಬೇಕು. ಕಾರ್ಖಾನೆಗಳು ರೈತರಿಗೆ ಸಕಾಲದಲ್ಲಿ ಹಣ ಪಾವತಿಸಬೇಕು. ಕೇಂದ್ರ ಸರ್ಕಾರ ಎಫ್‌ಆರ್‌ಪಿ ದರ ಹೆಚ್ಚಿಸಬೇಕು. ಇಲ್ಲದಿದ್ದರೆ ಉಗ್ರ ಹೋರಾಟ ನಡೆಸಲಾಗುವುದು ಎಂದು ಎಚ್ಚರಿಸಿದರು. ಜಿಲ್ಲಾಧ್ಯಕ್ಷರು, ಪದಾಧಿಕಾರಿಗಳು ಪಾಲ್ಗೊಂಡಿದ್ದರು. [179, 1301, 473, 1319]
kabbu-story [542, 734, 920, 914]
logo-emblem-icon [34, 12, 54, 32]
